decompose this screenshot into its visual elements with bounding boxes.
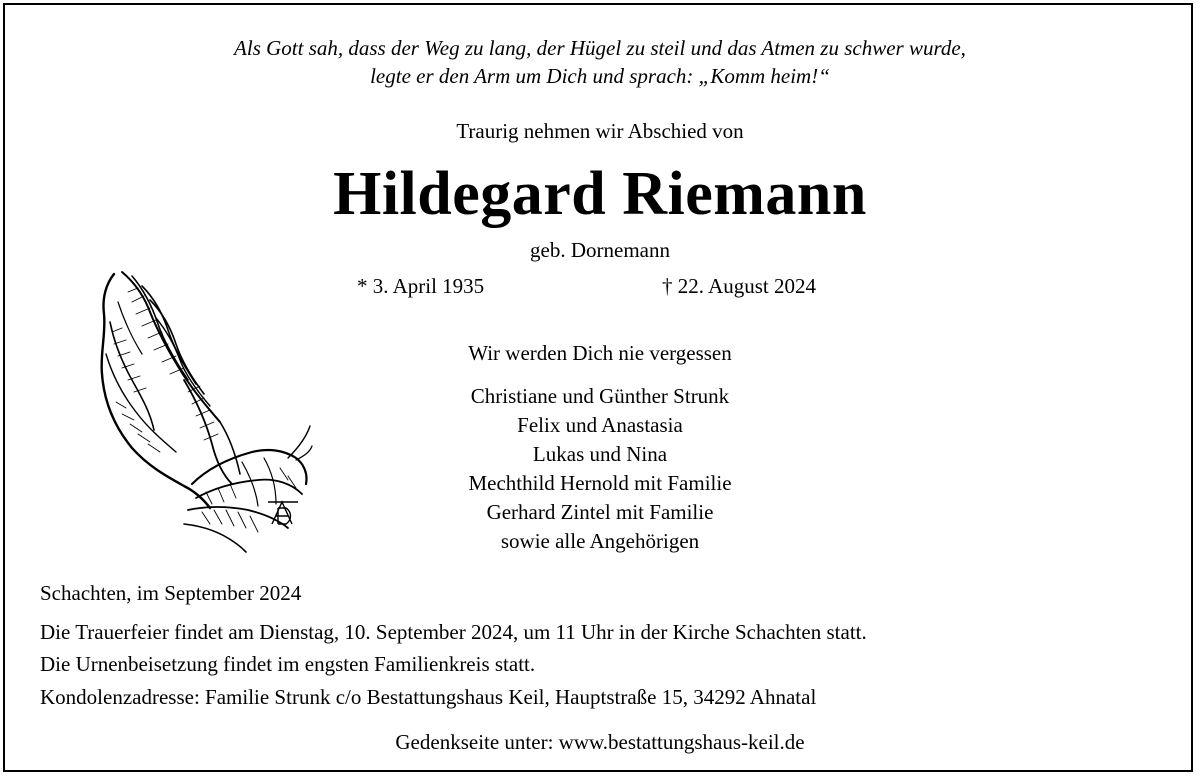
- condolence-address: Kondolenzadresse: Familie Strunk c/o Bestattungshaus Keil, Hauptstraße 15, 34292 Ahnatal: [40, 685, 817, 709]
- place-date: Schachten, im September 2024: [40, 581, 302, 605]
- mourner-item: Felix und Anastasia: [517, 413, 683, 437]
- mourner-item: sowie alle Angehörigen: [500, 529, 700, 553]
- mourner-item: Christiane und Günther Strunk: [470, 384, 730, 408]
- deceased-name: Hildegard Riemann: [333, 160, 867, 228]
- funeral-service-info: Die Trauerfeier findet am Dienstag, 10. September 2024, um 11 Uhr in der Kirche Schachten statt.: [40, 620, 867, 644]
- death-date: † 22. August 2024: [662, 274, 817, 298]
- birth-date: * 3. April 1935: [357, 274, 485, 298]
- praying-hands-icon: [92, 262, 314, 554]
- poem-line-1: Als Gott sah, dass der Weg zu lang, der Hügel zu steil und das Atmen zu schwer wurde,: [234, 36, 966, 60]
- intro-text: Traurig nehmen wir Abschied von: [456, 119, 744, 143]
- memorial-page: Gedenkseite unter: www.bestattungshaus-keil.de: [395, 730, 805, 754]
- poem: [0, 34, 1200, 90]
- mourner-item: Gerhard Zintel mit Familie: [486, 500, 714, 524]
- mourners-list: [300, 382, 900, 556]
- motto: Wir werden Dich nie vergessen: [468, 341, 732, 365]
- maiden-name: geb. Dornemann: [530, 238, 670, 262]
- mourner-item: Mechthild Hernold mit Familie: [468, 471, 732, 495]
- poem-line-2: legte er den Arm um Dich und sprach: „Komm heim!“: [370, 64, 830, 88]
- urn-burial-info: Die Urnenbeisetzung findet im engsten Familienkreis statt.: [40, 652, 536, 676]
- mourner-item: Lukas und Nina: [532, 442, 668, 466]
